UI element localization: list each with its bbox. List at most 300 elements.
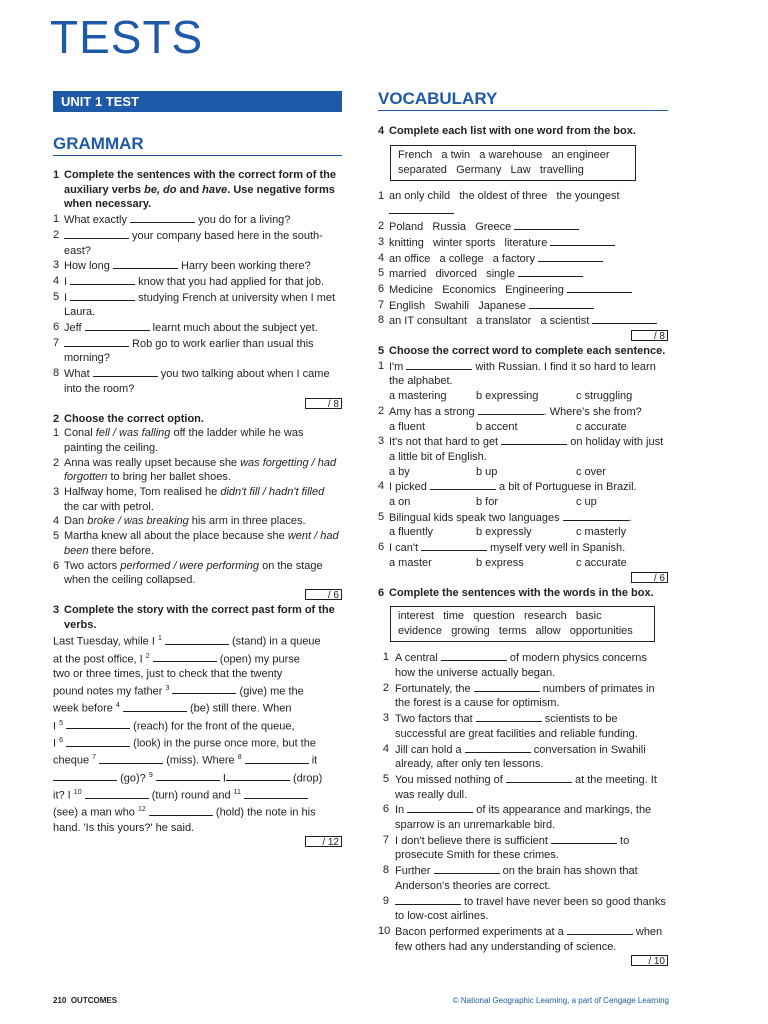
item-prefix: I can't bbox=[389, 542, 422, 555]
item-number: 6 bbox=[53, 559, 60, 572]
story-text: (see) a man who bbox=[53, 806, 138, 819]
question-item bbox=[378, 681, 668, 711]
story-line bbox=[53, 803, 342, 820]
answer-blank[interactable] bbox=[123, 701, 187, 712]
answer-blank[interactable] bbox=[244, 788, 308, 799]
answer-blank[interactable] bbox=[567, 282, 632, 293]
story-text: it bbox=[311, 754, 318, 767]
answer-blank[interactable] bbox=[226, 770, 290, 781]
answer-blank[interactable] bbox=[70, 274, 135, 285]
item-text bbox=[389, 359, 668, 389]
word-box: interest time question research basic evidence growing terms allow opportunities bbox=[390, 606, 655, 642]
question-item bbox=[53, 290, 342, 320]
question-item bbox=[378, 802, 668, 832]
answer-blank[interactable] bbox=[70, 290, 135, 301]
question-item bbox=[378, 189, 668, 219]
item-number: 10 bbox=[378, 924, 391, 937]
answer-option[interactable]: c accurate bbox=[576, 556, 627, 569]
story-text: at the post office, I bbox=[53, 653, 146, 666]
item-suffix: there before. bbox=[88, 544, 154, 557]
item-prefix: Bacon performed experiments at a bbox=[395, 925, 567, 938]
story-line bbox=[53, 682, 342, 699]
story-text: (reach) for the front of the queue, bbox=[133, 720, 295, 733]
gap-number: 9 bbox=[148, 771, 153, 779]
answer-options bbox=[378, 495, 668, 510]
item-number: 7 bbox=[53, 336, 60, 349]
story-line bbox=[53, 717, 342, 734]
answer-blank[interactable] bbox=[550, 235, 615, 246]
item-text bbox=[395, 772, 668, 802]
answer-blank[interactable] bbox=[474, 681, 540, 692]
gap-number: 2 bbox=[145, 652, 150, 660]
question-item bbox=[53, 485, 342, 514]
answer-blank[interactable] bbox=[64, 336, 129, 347]
item-prefix: How long bbox=[64, 260, 113, 273]
story-text: cheque bbox=[53, 754, 93, 767]
item-text bbox=[389, 510, 668, 526]
question-item bbox=[378, 359, 668, 389]
question-item bbox=[53, 456, 342, 485]
story-text: I bbox=[53, 720, 60, 733]
item-number: 2 bbox=[382, 681, 389, 694]
question-item bbox=[378, 298, 668, 314]
item-number: 1 bbox=[378, 359, 385, 372]
story-text: (open) my purse bbox=[219, 653, 300, 666]
answer-options bbox=[378, 525, 668, 540]
answer-option[interactable]: b for bbox=[476, 496, 499, 509]
answer-blank[interactable] bbox=[406, 359, 472, 370]
question-item bbox=[378, 833, 668, 863]
answer-blank[interactable] bbox=[538, 251, 603, 262]
item-text bbox=[64, 559, 342, 588]
answer-blank[interactable] bbox=[518, 266, 583, 277]
question-item bbox=[53, 336, 342, 366]
word-box: French a twin a warehouse an engineer separated Germany Law travelling bbox=[390, 145, 636, 181]
gap-number: 3 bbox=[165, 684, 170, 692]
gap-number: 5 bbox=[59, 719, 64, 727]
item-number: 7 bbox=[378, 298, 385, 311]
list-words: English Swahili Japanese bbox=[389, 299, 526, 312]
item-number: 4 bbox=[378, 251, 385, 264]
item-prefix: Halfway home, Tom realised he bbox=[64, 486, 221, 499]
item-number: 1 bbox=[378, 189, 385, 202]
answer-blank[interactable] bbox=[64, 228, 129, 239]
grammar-heading: GRAMMAR bbox=[53, 134, 144, 153]
answer-blank[interactable] bbox=[551, 833, 617, 844]
exercise-5-items bbox=[378, 359, 668, 571]
story-text: (go)? bbox=[120, 772, 149, 785]
story-line bbox=[53, 667, 342, 682]
question-item bbox=[378, 650, 668, 680]
item-text bbox=[395, 924, 668, 954]
exercise-5-instructions: 5 Choose the correct word to complete each sentence. bbox=[378, 345, 666, 358]
item-prefix: Two factors that bbox=[395, 713, 476, 726]
item-suffix: his arm in three places. bbox=[188, 515, 306, 528]
item-suffix: off the ladder while he was painting the ceiling. bbox=[64, 427, 304, 454]
option-choice[interactable]: was forgetting / had forgotten bbox=[64, 456, 337, 484]
answer-blank[interactable] bbox=[165, 634, 229, 645]
answer-blank[interactable] bbox=[53, 770, 117, 781]
answer-blank[interactable] bbox=[434, 863, 500, 874]
question-item bbox=[378, 404, 668, 420]
item-number: 3 bbox=[378, 235, 385, 248]
answer-options bbox=[378, 389, 668, 404]
answer-option[interactable]: c up bbox=[576, 496, 597, 509]
answer-blank[interactable] bbox=[506, 772, 572, 783]
answer-blank[interactable] bbox=[149, 805, 213, 816]
score-box: / 10 bbox=[378, 955, 668, 966]
answer-blank[interactable] bbox=[113, 258, 178, 269]
answer-blank[interactable] bbox=[514, 219, 579, 230]
item-prefix: I bbox=[64, 291, 71, 304]
answer-blank[interactable] bbox=[407, 802, 473, 813]
option-choice[interactable]: didn't fill / hadn't filled bbox=[220, 486, 325, 499]
item-prefix: Jill can hold a bbox=[395, 743, 465, 756]
item-prefix: Further bbox=[395, 865, 434, 878]
answer-option[interactable]: a fluently bbox=[389, 526, 434, 539]
question-item bbox=[378, 313, 668, 329]
item-text bbox=[64, 514, 342, 529]
list-words: an office a college a factory bbox=[389, 252, 535, 265]
score-box: / 6 bbox=[378, 572, 668, 583]
item-suffix: myself very well in Spanish. bbox=[487, 542, 626, 555]
story-text: it? I bbox=[53, 789, 74, 802]
question-item bbox=[378, 711, 668, 741]
item-number: 6 bbox=[53, 321, 60, 334]
gap-number: 1 bbox=[157, 635, 162, 643]
item-suffix: studying French at university when I met Laura. bbox=[64, 291, 336, 319]
answer-options bbox=[378, 465, 668, 480]
answer-option[interactable]: b accent bbox=[476, 420, 518, 433]
option-choice[interactable]: performed / were performing bbox=[120, 559, 260, 572]
story-text: (give) me the bbox=[239, 685, 304, 698]
question-item bbox=[378, 772, 668, 802]
item-text bbox=[395, 833, 668, 863]
item-prefix: Fortunately, the bbox=[395, 682, 474, 695]
answer-option[interactable]: b express bbox=[476, 556, 524, 569]
answer-blank[interactable] bbox=[430, 479, 496, 490]
answer-blank[interactable] bbox=[156, 770, 220, 781]
item-prefix: Two actors bbox=[64, 559, 121, 572]
answer-options bbox=[378, 420, 668, 435]
item-prefix: I bbox=[64, 275, 71, 288]
question-item bbox=[53, 529, 342, 558]
question-item bbox=[378, 479, 668, 495]
item-text bbox=[64, 290, 342, 320]
story-text: (stand) in a queue bbox=[232, 636, 321, 649]
item-number: 8 bbox=[53, 367, 60, 380]
item-suffix: scientists to be successful are great facilities and reliable funding. bbox=[395, 713, 638, 740]
answer-blank[interactable] bbox=[389, 203, 454, 214]
question-item bbox=[378, 894, 668, 924]
exercise-1-items bbox=[53, 212, 342, 396]
item-text bbox=[389, 235, 668, 251]
answer-blank[interactable] bbox=[245, 753, 309, 764]
story-text: (drop) bbox=[292, 772, 323, 785]
page-number: 210 bbox=[53, 996, 67, 1005]
question-item bbox=[53, 228, 342, 258]
list-words: married divorced single bbox=[389, 268, 515, 281]
gap-number: 7 bbox=[92, 754, 97, 762]
list-words: Medicine Economics Engineering bbox=[389, 283, 564, 296]
item-suffix: to prosecute Smith for these crimes. bbox=[395, 834, 630, 862]
question-item bbox=[378, 924, 668, 954]
story-text: pound notes my father bbox=[53, 685, 166, 698]
answer-blank[interactable] bbox=[441, 650, 507, 661]
answer-blank[interactable] bbox=[529, 298, 594, 309]
item-text bbox=[64, 228, 342, 258]
item-text bbox=[64, 320, 342, 336]
item-prefix: Conal bbox=[64, 427, 96, 440]
page-footer-left bbox=[53, 996, 117, 1005]
question-item bbox=[378, 282, 668, 298]
question-item bbox=[53, 514, 342, 529]
question-item bbox=[53, 426, 342, 455]
item-text bbox=[64, 426, 342, 455]
item-suffix: of modern physics concerns how the universe actually began. bbox=[395, 652, 647, 679]
answer-blank[interactable] bbox=[501, 434, 567, 445]
answer-option[interactable]: c over bbox=[576, 465, 606, 478]
item-prefix: What exactly bbox=[64, 214, 131, 227]
item-suffix: you two talking about when I came into the room? bbox=[64, 368, 330, 395]
item-text bbox=[395, 711, 668, 741]
item-text bbox=[389, 219, 668, 235]
item-prefix: A central bbox=[395, 652, 441, 665]
story-text: (miss). Where bbox=[166, 754, 238, 767]
item-text bbox=[389, 189, 668, 219]
question-item bbox=[53, 274, 342, 290]
item-number: 2 bbox=[53, 456, 60, 469]
item-prefix: Anna was really upset because she bbox=[64, 456, 241, 469]
story-line bbox=[53, 769, 342, 786]
item-text bbox=[389, 298, 668, 314]
option-choice[interactable]: broke / was breaking bbox=[87, 515, 189, 528]
unit-label: UNIT 1 TEST bbox=[53, 91, 342, 112]
item-text bbox=[64, 485, 342, 514]
story-text: I bbox=[53, 737, 60, 750]
item-prefix: What bbox=[64, 368, 93, 381]
answer-option[interactable]: c masterly bbox=[576, 526, 627, 539]
item-text bbox=[389, 251, 668, 267]
item-text bbox=[64, 366, 342, 396]
story-line bbox=[53, 650, 342, 667]
item-suffix: conversation in Swahili already, after only ten lessons. bbox=[395, 743, 646, 771]
item-number: 3 bbox=[378, 435, 385, 448]
item-prefix: You missed nothing of bbox=[395, 773, 506, 786]
question-item bbox=[378, 510, 668, 526]
copyright: © National Geographic Learning, a part of Cengage Learning bbox=[452, 996, 669, 1005]
answer-blank[interactable] bbox=[85, 320, 150, 331]
item-text bbox=[389, 540, 668, 556]
option-choice[interactable]: went / had been bbox=[64, 530, 339, 557]
answer-option[interactable]: a fluent bbox=[389, 420, 426, 433]
answer-options bbox=[378, 556, 668, 571]
answer-blank[interactable] bbox=[478, 404, 544, 415]
exercise-6-items bbox=[378, 650, 668, 954]
exercise-number: 1 bbox=[53, 169, 60, 181]
item-text bbox=[395, 802, 668, 832]
exercise-1-instructions: 1 Complete the sentences with the correct form of the auxiliary verbs be, do and have. Use negative forms when necessary. bbox=[53, 169, 336, 211]
story-line bbox=[53, 751, 342, 768]
item-suffix: on holiday with just a little bit of English. bbox=[389, 436, 664, 463]
story-text: hand. 'Is this yours?' he said. bbox=[53, 821, 195, 834]
question-item bbox=[53, 212, 342, 228]
item-suffix: know that you had applied for that job. bbox=[135, 275, 325, 288]
item-number: 4 bbox=[382, 742, 389, 755]
item-suffix: your company based here in the south-east? bbox=[64, 229, 323, 257]
item-suffix: you do for a living? bbox=[195, 214, 291, 227]
item-number: 4 bbox=[53, 515, 60, 528]
gap-number: 12 bbox=[137, 806, 146, 814]
question-item bbox=[378, 863, 668, 893]
story-text: (turn) round and bbox=[151, 789, 234, 802]
question-item bbox=[378, 219, 668, 235]
question-item bbox=[378, 434, 668, 464]
item-number: 2 bbox=[53, 228, 60, 241]
answer-blank[interactable] bbox=[465, 742, 531, 753]
item-number: 3 bbox=[53, 259, 60, 272]
question-item bbox=[378, 235, 668, 251]
item-text bbox=[395, 650, 668, 680]
item-number: 8 bbox=[378, 314, 385, 327]
item-suffix: numbers of primates in the forest is a cause for optimism. bbox=[395, 682, 655, 710]
answer-option[interactable]: c accurate bbox=[576, 420, 627, 433]
item-suffix: with Russian. I find it so hard to learn the alphabet. bbox=[389, 360, 656, 388]
answer-option[interactable]: a by bbox=[389, 465, 410, 478]
item-suffix: on the brain has shown that Anderson's theories are correct. bbox=[395, 865, 638, 892]
gap-number: 6 bbox=[59, 736, 64, 744]
answer-blank[interactable] bbox=[172, 683, 236, 694]
question-item bbox=[53, 559, 342, 588]
gap-number: 11 bbox=[233, 788, 241, 796]
item-number: 1 bbox=[382, 651, 389, 664]
item-prefix: I'm bbox=[389, 360, 407, 373]
answer-blank[interactable] bbox=[395, 894, 461, 905]
item-text bbox=[64, 336, 342, 366]
answer-blank[interactable] bbox=[476, 711, 542, 722]
story-text: I bbox=[222, 772, 226, 785]
story-line bbox=[53, 786, 342, 803]
item-suffix: . Where's she from? bbox=[543, 405, 642, 418]
item-text bbox=[389, 479, 668, 495]
story-text: (hold) the note in his bbox=[215, 806, 316, 819]
item-prefix: Jeff bbox=[64, 322, 85, 335]
answer-option[interactable]: a master bbox=[389, 556, 432, 569]
answer-option[interactable]: b expressing bbox=[476, 390, 539, 403]
grammar-rule bbox=[53, 155, 342, 156]
item-number: 5 bbox=[378, 267, 385, 280]
answer-blank[interactable] bbox=[93, 366, 158, 377]
item-suffix: learnt much about the subject yet. bbox=[149, 322, 318, 335]
item-number: 8 bbox=[382, 864, 389, 877]
vocabulary-column bbox=[378, 124, 668, 969]
answer-option[interactable]: b expressly bbox=[476, 526, 532, 539]
item-number: 9 bbox=[382, 894, 389, 907]
question-item bbox=[378, 742, 668, 772]
answer-blank[interactable] bbox=[99, 753, 163, 764]
item-number: 1 bbox=[53, 213, 60, 226]
answer-blank[interactable] bbox=[563, 510, 629, 521]
question-item bbox=[378, 266, 668, 282]
answer-blank[interactable] bbox=[421, 540, 487, 551]
answer-option[interactable]: c struggling bbox=[576, 390, 633, 403]
item-suffix: at the meeting. It was really dull. bbox=[395, 773, 657, 801]
question-item bbox=[53, 320, 342, 336]
story-text: Last Tuesday, while I bbox=[53, 636, 158, 649]
answer-option[interactable]: a mastering bbox=[389, 390, 447, 403]
answer-blank[interactable] bbox=[85, 788, 149, 799]
item-suffix: the car with petrol. bbox=[64, 500, 154, 513]
item-number: 6 bbox=[382, 803, 389, 816]
answer-blank[interactable] bbox=[592, 313, 657, 324]
option-choice[interactable]: fell / was falling bbox=[95, 427, 171, 440]
answer-blank[interactable] bbox=[66, 718, 130, 729]
answer-blank[interactable] bbox=[66, 736, 130, 747]
grammar-column bbox=[53, 168, 342, 850]
list-words: an IT consultant a translator a scientist bbox=[389, 315, 590, 328]
vocabulary-heading: VOCABULARY bbox=[378, 89, 498, 108]
item-suffix: of its appearance and markings, the sparrow is an unremarkable bird. bbox=[395, 804, 652, 832]
story-line bbox=[53, 734, 342, 751]
story-text: week before bbox=[53, 702, 116, 715]
list-words: Poland Russia Greece bbox=[389, 221, 512, 234]
score-box: / 6 bbox=[53, 589, 342, 600]
item-prefix: Dan bbox=[64, 515, 88, 528]
item-prefix: Martha knew all about the place because she bbox=[64, 530, 288, 543]
gap-number: 10 bbox=[73, 788, 82, 796]
item-text bbox=[389, 434, 668, 464]
item-prefix: Amy has a strong bbox=[389, 405, 478, 418]
item-suffix: on the stage when the ceiling collapsed. bbox=[64, 559, 323, 587]
item-text bbox=[389, 313, 668, 329]
item-text bbox=[64, 212, 342, 228]
item-suffix: when few others had any understanding of science. bbox=[395, 925, 663, 953]
item-suffix: a bit of Portuguese in Brazil. bbox=[495, 481, 637, 494]
item-text bbox=[64, 456, 342, 485]
item-number: 5 bbox=[53, 530, 60, 543]
item-prefix: It's not that hard to get bbox=[389, 436, 502, 449]
exercise-3-instructions: 3 Complete the story with the correct past form of the verbs. bbox=[53, 603, 335, 631]
item-text bbox=[389, 404, 668, 420]
list-words: knitting winter sports literature bbox=[389, 236, 548, 249]
item-suffix: to bring her ballet shoes. bbox=[107, 471, 231, 484]
item-number: 1 bbox=[53, 427, 60, 440]
exercise-3-story bbox=[53, 632, 342, 835]
story-text: (look) in the purse once more, but the bbox=[133, 737, 316, 750]
item-number: 4 bbox=[53, 274, 60, 287]
item-number: 5 bbox=[382, 772, 389, 785]
answer-blank[interactable] bbox=[130, 212, 195, 223]
question-item bbox=[53, 258, 342, 274]
item-text bbox=[395, 742, 668, 772]
item-number: 3 bbox=[53, 486, 60, 499]
answer-option[interactable]: b up bbox=[476, 465, 498, 478]
question-item bbox=[53, 366, 342, 396]
item-text bbox=[64, 258, 342, 274]
story-text: two or three times, just to check that the twenty bbox=[53, 668, 283, 681]
answer-blank[interactable] bbox=[567, 924, 633, 935]
item-number: 3 bbox=[382, 712, 389, 725]
book-name: OUTCOMES bbox=[70, 996, 118, 1005]
question-item bbox=[378, 540, 668, 556]
item-text bbox=[64, 529, 342, 558]
item-number: 2 bbox=[378, 404, 385, 417]
gap-number: 4 bbox=[115, 702, 120, 710]
vocabulary-rule bbox=[378, 110, 668, 111]
answer-blank[interactable] bbox=[153, 651, 217, 662]
answer-option[interactable]: a on bbox=[389, 496, 411, 509]
item-suffix: Harry been working there? bbox=[177, 260, 311, 273]
